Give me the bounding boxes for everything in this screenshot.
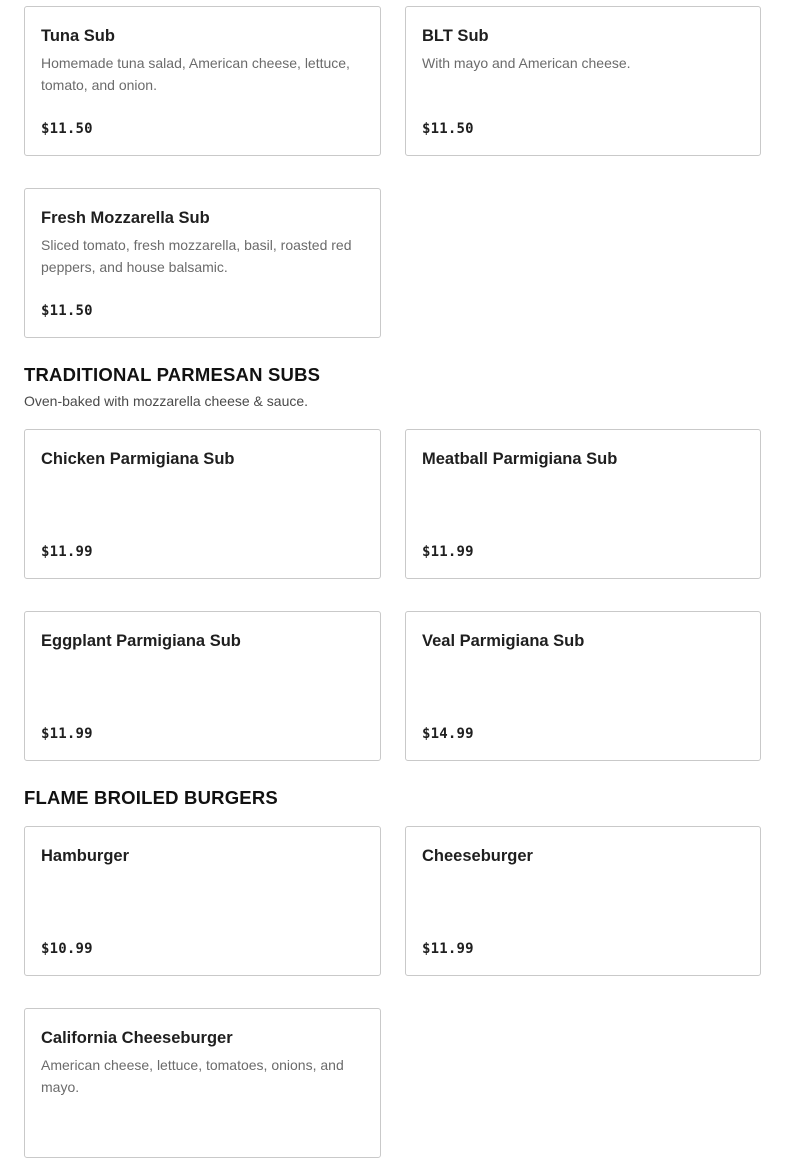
menu-item-card[interactable] bbox=[24, 188, 381, 338]
menu-item-card[interactable] bbox=[24, 826, 381, 976]
menu-item-name: Tuna Sub bbox=[41, 27, 115, 45]
menu-item-card[interactable] bbox=[24, 611, 381, 761]
section-header bbox=[24, 787, 761, 809]
menu-item-card[interactable] bbox=[405, 429, 761, 579]
menu-grid-parmesan bbox=[24, 429, 761, 761]
menu-item-card[interactable] bbox=[405, 826, 761, 976]
menu-item-name: Meatball Parmigiana Sub bbox=[422, 450, 618, 468]
menu-item-description: With mayo and American cheese. bbox=[422, 55, 631, 71]
menu-item-price: $11.99 bbox=[422, 941, 474, 957]
section-subtitle: Oven-baked with mozzarella cheese & sauce. bbox=[24, 393, 309, 409]
menu-item-price: $14.99 bbox=[422, 726, 474, 742]
menu-item-name: Fresh Mozzarella Sub bbox=[41, 209, 210, 227]
section-title: TRADITIONAL PARMESAN SUBS bbox=[24, 364, 321, 385]
menu-grid-subs bbox=[24, 6, 761, 338]
menu-item-card[interactable] bbox=[405, 611, 761, 761]
menu-item-price: $11.99 bbox=[41, 726, 93, 742]
menu-item-price: $11.50 bbox=[422, 121, 474, 137]
menu-item-name: BLT Sub bbox=[422, 27, 489, 45]
section-header bbox=[24, 364, 761, 410]
menu-item-name: California Cheeseburger bbox=[41, 1029, 233, 1047]
menu-item-price: $11.50 bbox=[41, 121, 93, 137]
menu-item-name: Chicken Parmigiana Sub bbox=[41, 450, 235, 468]
menu-item-name: Veal Parmigiana Sub bbox=[422, 632, 585, 650]
menu-item-description: Homemade tuna salad, American cheese, lettuce, tomato, and onion. bbox=[41, 55, 350, 93]
menu-item-card[interactable] bbox=[405, 6, 761, 156]
menu-item-name: Cheeseburger bbox=[422, 847, 533, 865]
menu-item-card[interactable] bbox=[24, 6, 381, 156]
menu-item-description: American cheese, lettuce, tomatoes, onions, and mayo. bbox=[41, 1057, 344, 1095]
menu-item-card[interactable] bbox=[24, 1008, 381, 1158]
menu-item-price: $11.99 bbox=[422, 544, 474, 560]
menu-item-card[interactable] bbox=[24, 429, 381, 579]
menu-item-price: $11.99 bbox=[41, 544, 93, 560]
menu-item-description: Sliced tomato, fresh mozzarella, basil, roasted red peppers, and house balsamic. bbox=[41, 237, 352, 275]
menu-item-price: $10.99 bbox=[41, 941, 93, 957]
menu-item-price: $11.50 bbox=[41, 303, 93, 319]
menu-grid-burgers bbox=[24, 826, 761, 1158]
menu-item-name: Eggplant Parmigiana Sub bbox=[41, 632, 241, 650]
section-title: FLAME BROILED BURGERS bbox=[24, 787, 278, 808]
menu-item-name: Hamburger bbox=[41, 847, 130, 865]
